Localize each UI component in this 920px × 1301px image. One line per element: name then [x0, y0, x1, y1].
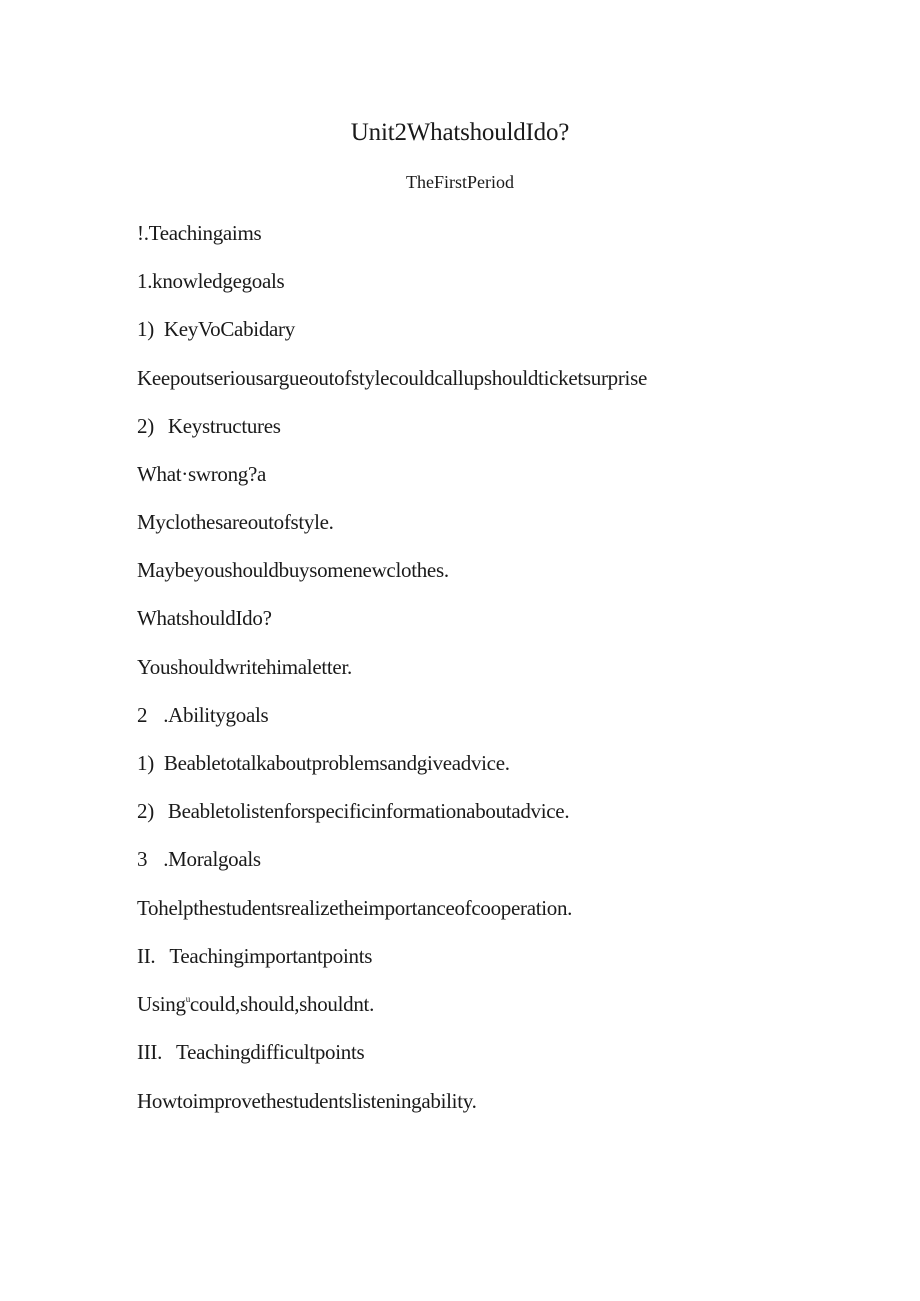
- subheading-knowledge-goals: [137, 269, 284, 294]
- list-label: 2): [137, 414, 154, 438]
- structure-line: [137, 510, 334, 535]
- line-text: Youshouldwritehimaletter.: [137, 655, 352, 679]
- line-text: WhatshouldIdo?: [137, 606, 272, 630]
- line-text: Using: [137, 992, 186, 1016]
- list-label: 2: [137, 703, 148, 727]
- line-text-continued: could,should,shouldnt.: [189, 992, 375, 1016]
- line-text: Keepoutseriousargueoutofstylecouldcallupshouldticketsurprise: [137, 366, 647, 390]
- page-subtitle: TheFirstPeriod: [406, 172, 514, 192]
- structure-line: [137, 655, 352, 680]
- line-text: Beabletolistenforspecificinformationaboutadvice.: [167, 799, 570, 823]
- line-text: Teachingimportantpoints: [169, 944, 373, 968]
- difficult-points-line: [137, 1089, 477, 1114]
- list-item-key-vocabulary: [137, 317, 295, 342]
- page-title: Unit2WhatshouldIdo?: [350, 119, 570, 146]
- list-label: 2): [137, 799, 154, 823]
- moral-goal-line: [137, 896, 572, 921]
- quote-mark: u: [185, 994, 190, 1004]
- line-text: .Abilitygoals: [163, 703, 269, 727]
- section-heading-teaching-aims: [137, 221, 261, 246]
- line-text: Howtoimprovethestudentslisteningability.: [137, 1089, 477, 1113]
- line-text: Beabletotalkaboutproblemsandgiveadvice.: [163, 751, 510, 775]
- line-text: Myclothesareoutofstyle.: [137, 510, 334, 534]
- line-text: Teachingdifficultpoints: [176, 1040, 365, 1064]
- vocabulary-line: [137, 366, 647, 391]
- subheading-moral-goals: [137, 847, 261, 872]
- list-label: 1): [137, 751, 154, 775]
- section-heading-important-points: [137, 944, 372, 969]
- structure-line: [137, 462, 266, 487]
- line-text: !.Teachingaims: [137, 221, 262, 245]
- section-heading-difficult-points: [137, 1040, 364, 1065]
- important-points-line: [137, 992, 374, 1017]
- structure-line: [137, 558, 449, 583]
- list-item-key-structures: [137, 414, 281, 439]
- list-item-ability: [137, 751, 510, 776]
- list-label: II.: [137, 944, 156, 968]
- line-text: What·swrong?a: [137, 462, 267, 486]
- line-text: Keystructures: [167, 414, 281, 438]
- line-text: KeyVoCabidary: [163, 317, 295, 341]
- list-label: 3: [137, 847, 148, 871]
- list-label: III.: [137, 1040, 163, 1064]
- line-text: 1.knowledgegoals: [137, 269, 285, 293]
- line-text: Maybeyoushouldbuysomenewclothes.: [137, 558, 449, 582]
- list-item-ability: [137, 799, 569, 824]
- line-text: Tohelpthestudentsrealizetheimportanceofcooperation.: [137, 896, 573, 920]
- subheading-ability-goals: [137, 703, 268, 728]
- structure-line: [137, 606, 272, 631]
- list-label: 1): [137, 317, 154, 341]
- line-text: .Moralgoals: [163, 847, 261, 871]
